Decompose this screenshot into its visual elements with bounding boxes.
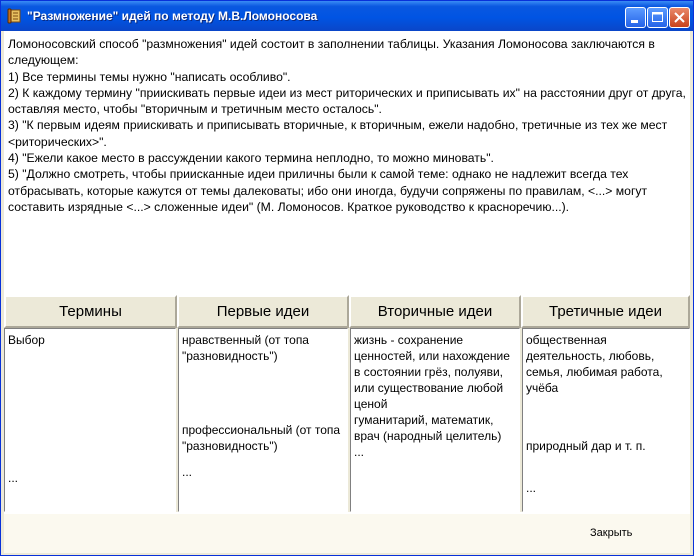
cell-text: ...	[182, 465, 193, 479]
intro-line: 2) К каждому термину "приискивать первые идеи из мест риторических и приписывать их" на расстоянии друг от друга, оставляя место, чтобы "вторичным и третичным место осталось".	[8, 85, 686, 117]
column-header-third-ideas[interactable]: Третичные идеи	[521, 295, 690, 328]
cell-text: ...	[8, 471, 19, 485]
intro-line: 1) Все термины темы нужно "написать особливо".	[8, 69, 291, 84]
footer-panel	[4, 514, 690, 553]
maximize-icon	[648, 8, 667, 27]
terms-column[interactable]	[4, 328, 176, 512]
title-bar[interactable]	[1, 1, 693, 31]
column-header-terms[interactable]: Термины	[4, 295, 177, 328]
cell-text: ...	[526, 481, 537, 495]
second-ideas-column[interactable]	[350, 328, 520, 512]
client-area	[4, 31, 690, 553]
close-window-button[interactable]	[669, 7, 690, 28]
maximize-button[interactable]	[647, 7, 668, 28]
cell-text: нравственный (от топа "разновидность")	[182, 333, 309, 363]
ideas-table	[4, 328, 690, 512]
first-ideas-column[interactable]	[178, 328, 348, 512]
scroll-icon[interactable]	[7, 8, 23, 24]
column-header-first-ideas[interactable]: Первые идеи	[177, 295, 349, 328]
window-title: "Размножение" идей по методу М.В.Ломоносова	[27, 9, 318, 23]
cell-text: ...	[354, 445, 365, 459]
cell-text: врач (народный целитель)	[354, 429, 502, 443]
minimize-button[interactable]	[625, 7, 646, 28]
intro-line: Ломоносовский способ "размножения" идей состоит в заполнении таблицы. Указания Ломоносова заключаются в следующем:	[8, 37, 655, 68]
third-ideas-column[interactable]	[522, 328, 690, 512]
column-header-second-ideas[interactable]: Вторичные идеи	[349, 295, 521, 328]
close-button[interactable]: Закрыть	[590, 527, 633, 539]
cell-text: общественная деятельность, любовь, семья, любимая работа, учёба	[526, 333, 663, 395]
cell-text: Выбор	[8, 333, 45, 347]
table-header-row	[4, 295, 690, 328]
cell-text: профессиональный (от топа "разновидность")	[182, 423, 341, 453]
intro-line: 3) "К первым идеям приискивать и приписывать вторичные, к вторичным, ежели надобно, третичные из тех же мест <риторических>".	[8, 118, 668, 149]
cell-text: природный дар и т. п.	[526, 439, 646, 453]
intro-line: 4) "Ежели какое место в рассуждении какого термина неплодно, то можно миновать".	[8, 151, 494, 166]
close-icon	[670, 8, 689, 27]
minimize-icon	[626, 8, 645, 27]
intro-line: 5) "Должно смотреть, чтобы приисканные идеи приличны были к самой теме: однако не надлежит всегда тех отбрасывать, которые кажутся от темы далековаты; ибо они иногда, будучи сопряжены по правилам, <...> могут составить изрядные <...> сложенные идеи" (М. Ломоносов. Краткое руководство к красноречию...).	[8, 167, 648, 214]
intro-text	[4, 31, 690, 293]
cell-text: гуманитарий, математик,	[354, 413, 494, 427]
cell-text: жизнь - сохранение ценностей, или нахождение в состоянии грёз, полуяви, или существование любой ценой	[354, 333, 510, 411]
